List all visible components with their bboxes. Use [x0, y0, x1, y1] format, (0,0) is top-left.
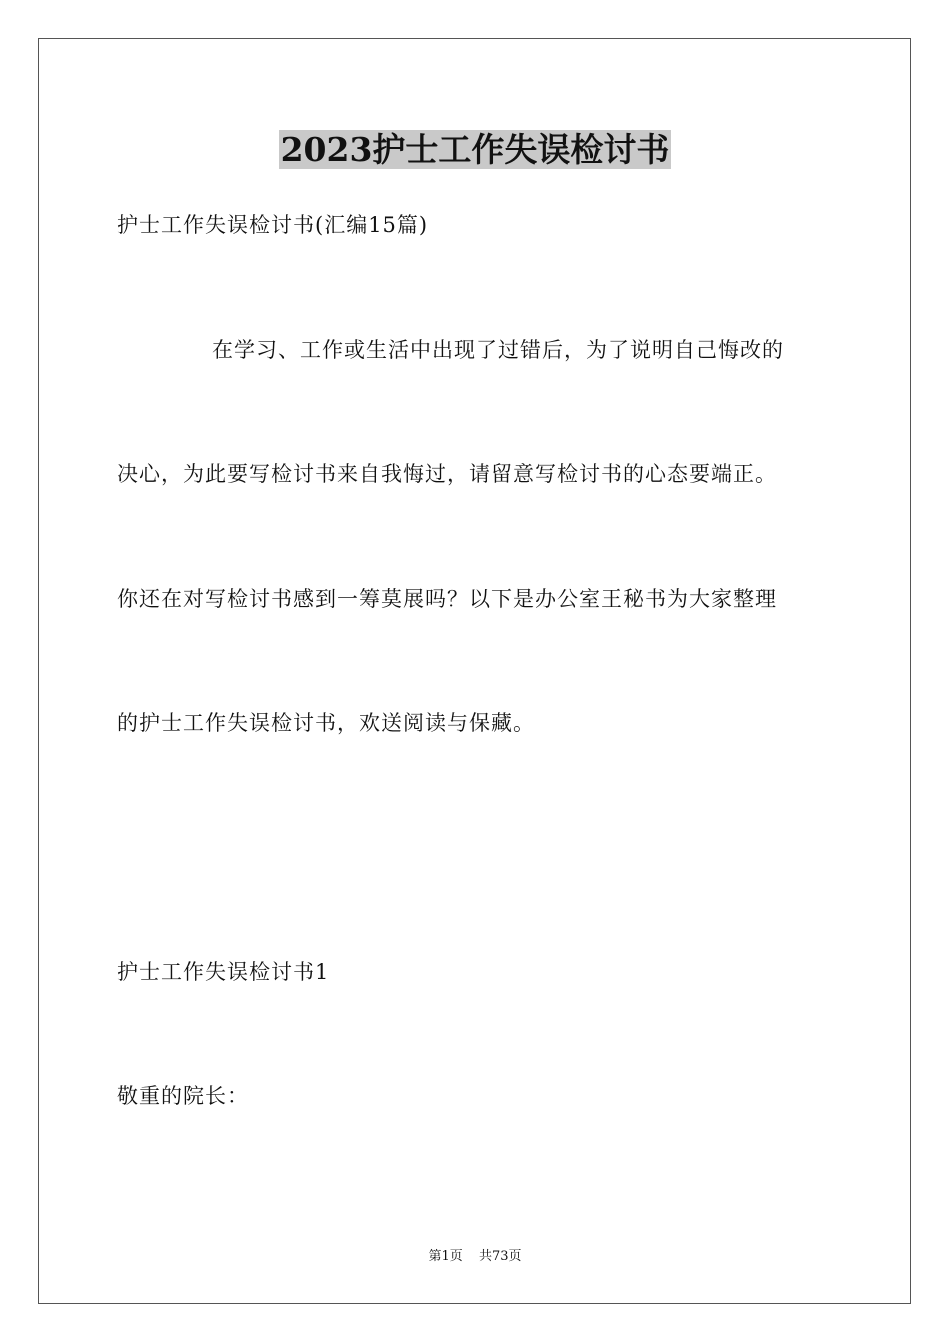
- title-highlight: 2023护士工作失误检讨书: [280, 130, 670, 169]
- document-subtitle: 护士工作失误检讨书(汇编15篇): [117, 213, 429, 237]
- salutation: 敬重的院长：: [117, 1084, 249, 1108]
- page-number-total: 共73页: [478, 1249, 522, 1264]
- intro-line-1: 在学习、工作或生活中出现了过错后，为了说明自己悔改的: [212, 338, 784, 362]
- page-number-current: 第1页: [428, 1249, 463, 1264]
- document-title: [0, 128, 950, 172]
- intro-line-3: 你还在对写检讨书感到一筹莫展吗？以下是办公室王秘书为大家整理: [117, 587, 777, 611]
- section-heading: 护士工作失误检讨书1: [117, 960, 330, 984]
- intro-line-2: 决心，为此要写检讨书来自我悔过，请留意写检讨书的心态要端正。: [117, 462, 777, 486]
- intro-line-4: 的护士工作失误检讨书，欢送阅读与保藏。: [117, 711, 535, 735]
- page-footer: [0, 1248, 950, 1266]
